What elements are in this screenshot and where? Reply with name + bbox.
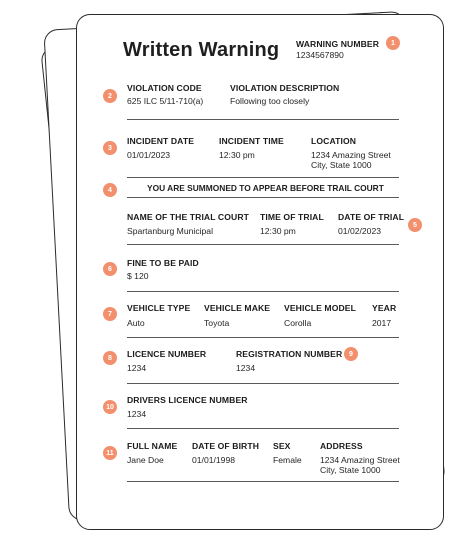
badge-10: 10: [103, 400, 117, 414]
divider: [127, 197, 399, 198]
divider: [127, 119, 399, 120]
badge-6: 6: [103, 262, 117, 276]
full-name-label: FULL NAME: [127, 441, 178, 451]
location-line-1: 1234 Amazing Street: [311, 150, 391, 160]
vehicle-make-value: Toyota: [204, 318, 230, 328]
badge-3: 3: [103, 141, 117, 155]
sex-value: Female: [273, 455, 302, 465]
trial-date-label: DATE OF TRIAL: [338, 212, 405, 222]
location-label: LOCATION: [311, 136, 357, 146]
vehicle-type-label: VEHICLE TYPE: [127, 303, 191, 313]
badge-11: 11: [103, 446, 117, 460]
sex-label: SEX: [273, 441, 291, 451]
divider: [127, 481, 399, 482]
divider: [127, 177, 399, 178]
badge-1: 1: [386, 36, 400, 50]
divider: [127, 383, 399, 384]
incident-date-value: 01/01/2023: [127, 150, 171, 160]
badge-7: 7: [103, 307, 117, 321]
licence-number-value: 1234: [127, 363, 147, 373]
incident-time-value: 12:30 pm: [219, 150, 255, 160]
location-line-2: City, State 1000: [311, 160, 372, 170]
address-label: ADDRESS: [320, 441, 363, 451]
year-value: 2017: [372, 318, 392, 328]
date-of-birth-value: 01/01/1998: [192, 455, 236, 465]
trial-time-value: 12:30 pm: [260, 226, 296, 236]
date-of-birth-label: DATE OF BIRTH: [192, 441, 260, 451]
divider: [127, 428, 399, 429]
full-name-value: Jane Doe: [127, 455, 164, 465]
violation-description-value: Following too closely: [230, 96, 310, 106]
address-line-1: 1234 Amazing Street: [320, 455, 400, 465]
badge-8: 8: [103, 351, 117, 365]
address-line-2: City, State 1000: [320, 465, 381, 475]
badge-2: 2: [103, 89, 117, 103]
fine-label: FINE TO BE PAID: [127, 258, 199, 268]
document-title: Written Warning: [123, 39, 280, 61]
badge-9: 9: [344, 347, 358, 361]
registration-number-value: 1234: [236, 363, 256, 373]
incident-date-label: INCIDENT DATE: [127, 136, 195, 146]
badge-5: 5: [408, 218, 422, 232]
warning-number-label: WARNING NUMBER: [296, 39, 380, 49]
drivers-licence-label: DRIVERS LICENCE NUMBER: [127, 395, 248, 405]
trial-court-value: Spartanburg Municipal: [127, 226, 213, 236]
licence-number-label: LICENCE NUMBER: [127, 349, 207, 359]
warning-number-value: 1234567890: [296, 50, 344, 60]
trial-time-label: TIME OF TRIAL: [260, 212, 324, 222]
trial-date-value: 01/02/2023: [338, 226, 382, 236]
vehicle-model-value: Corolla: [284, 318, 312, 328]
violation-code-value: 625 ILC 5/11-710(a): [127, 96, 204, 106]
divider: [127, 337, 399, 338]
year-label: YEAR: [372, 303, 397, 313]
vehicle-type-value: Auto: [127, 318, 145, 328]
violation-code-label: VIOLATION CODE: [127, 83, 202, 93]
badge-4: 4: [103, 183, 117, 197]
divider: [127, 244, 399, 245]
incident-time-label: INCIDENT TIME: [219, 136, 284, 146]
registration-number-label: REGISTRATION NUMBER: [236, 349, 343, 359]
fine-value: $ 120: [127, 271, 149, 281]
drivers-licence-value: 1234: [127, 409, 147, 419]
violation-description-label: VIOLATION DESCRIPTION: [230, 83, 340, 93]
trial-court-label: NAME OF THE TRIAL COURT: [127, 212, 249, 222]
vehicle-model-label: VEHICLE MODEL: [284, 303, 356, 313]
divider: [127, 291, 399, 292]
vehicle-make-label: VEHICLE MAKE: [204, 303, 271, 313]
summons-text: YOU ARE SUMMONED TO APPEAR BEFORE TRAIL COURT: [147, 183, 384, 193]
warning-form: [76, 14, 444, 530]
